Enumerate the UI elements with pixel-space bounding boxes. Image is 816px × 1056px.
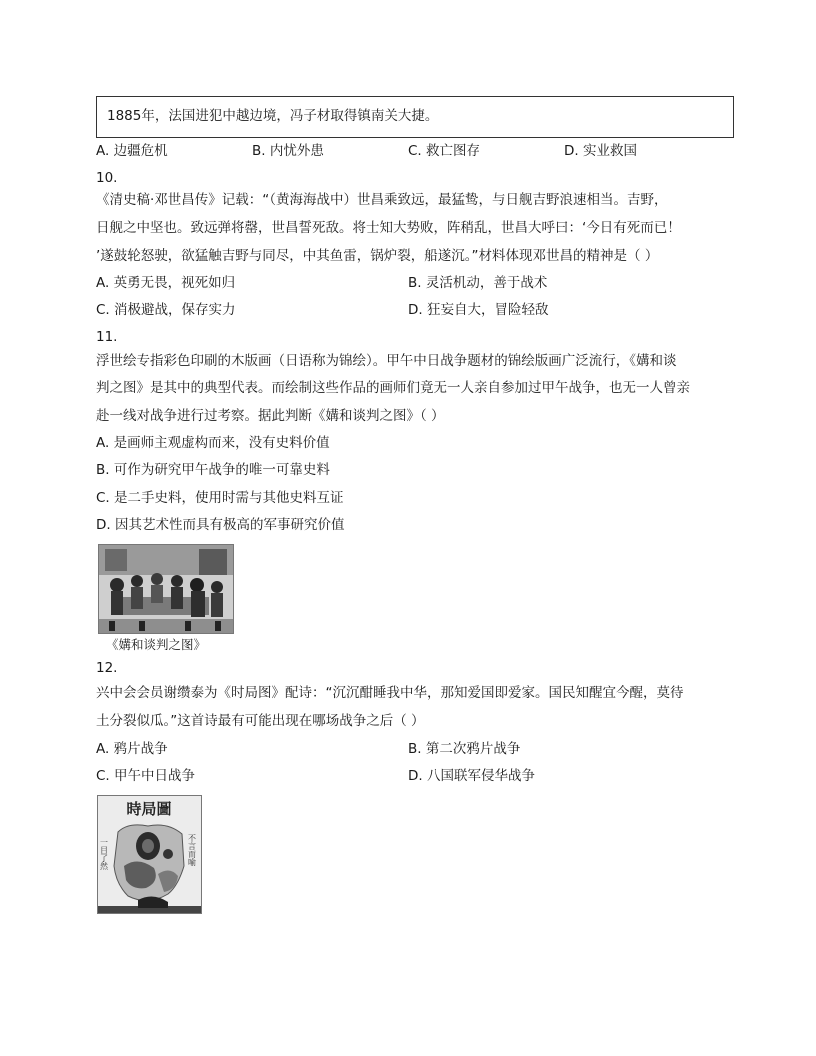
q9-option-c[interactable]: C. 救亡图存	[408, 143, 481, 159]
question-number-11: 11.	[96, 329, 118, 345]
image-title-text: 時局圖	[126, 800, 172, 818]
question-number-10: 10.	[96, 170, 118, 186]
q11-option-c[interactable]: C. 是二手史料，使用时需与其他史料互证	[96, 490, 344, 506]
q10-stem-line-3: ’遂鼓轮怒驶，欲猛触吉野与同尽，中其鱼雷，锅炉裂，船遂沉。”材料体现邓世昌的精神是（ ）	[96, 248, 659, 264]
q12-stem-line-1: 兴中会会员谢缵泰为《时局图》配诗：“沉沉酣睡我中华，那知爱国即爱家。国民知醒宜今醒，莫待	[96, 685, 684, 701]
q9-option-a[interactable]: A. 边疆危机	[96, 143, 168, 159]
question-number-12: 12.	[96, 660, 118, 676]
q11-option-d[interactable]: D. 因其艺术性而具有极高的军事研究价值	[96, 517, 345, 533]
q10-stem-line-2: 日舰之中坚也。致远弹将罄，世昌誓死敌。将士知大势败，阵稍乱，世昌大呼曰：‘今日有死而已！	[96, 220, 681, 236]
q12-option-d[interactable]: D. 八国联军侵华战争	[408, 768, 535, 784]
material-text: 1885年，法国进犯中越边境，冯子材取得镇南关大捷。	[107, 108, 439, 124]
peace-negotiation-illustration	[98, 544, 234, 634]
q10-option-a[interactable]: A. 英勇无畏，视死如归	[96, 275, 236, 291]
q11-option-b[interactable]: B. 可作为研究甲午战争的唯一可靠史料	[96, 462, 330, 478]
q11-option-a[interactable]: A. 是画师主观虚构而来，没有史料价值	[96, 435, 330, 451]
q11-stem-line-1: 浮世绘专指彩色印刷的木版画（日语称为锦绘）。甲午中日战争题材的锦绘版画广泛流行，《媾和谈	[96, 353, 677, 369]
q12-option-b[interactable]: B. 第二次鸦片战争	[408, 741, 521, 757]
image-left-caption: 一目了然	[99, 838, 109, 870]
q12-option-c[interactable]: C. 甲午中日战争	[96, 768, 196, 784]
q12-option-a[interactable]: A. 鸦片战争	[96, 741, 168, 757]
q11-stem-line-3: 赴一线对战争进行过考察。据此判断《媾和谈判之图》（ ）	[96, 408, 445, 424]
q12-stem-line-2: 土分裂似瓜。”这首诗最有可能出现在哪场战争之后（ ）	[96, 713, 425, 729]
material-box	[96, 96, 734, 138]
figure-caption: 《媾和谈判之图》	[106, 637, 207, 652]
q10-option-c[interactable]: C. 消极避战，保存实力	[96, 302, 236, 318]
q10-stem-line-1: 《清史稿·邓世昌传》记载：“（黄海海战中）世昌乘致远，最猛鸷，与日舰吉野浪速相当。吉野，	[96, 192, 668, 208]
situation-map-illustration	[97, 795, 202, 914]
woodblock-print-image	[99, 545, 233, 633]
q9-option-b[interactable]: B. 内忧外患	[252, 143, 324, 159]
image-right-caption: 不言而喻	[187, 834, 197, 866]
q10-option-b[interactable]: B. 灵活机动，善于战术	[408, 275, 548, 291]
q10-option-d[interactable]: D. 狂妄自大，冒险轻敌	[408, 302, 549, 318]
q11-stem-line-2: 判之图》是其中的典型代表。而绘制这些作品的画师们竟无一人亲自参加过甲午战争，也无一人曾亲	[96, 380, 690, 396]
situation-map-image	[98, 796, 201, 913]
q9-option-d[interactable]: D. 实业救国	[564, 143, 637, 159]
